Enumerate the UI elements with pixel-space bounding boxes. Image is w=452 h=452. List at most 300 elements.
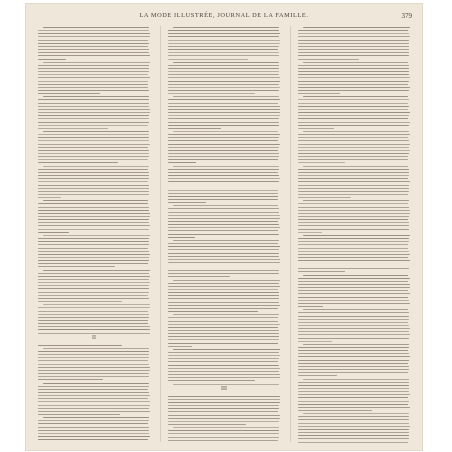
text-line [298, 438, 409, 439]
text-line [298, 297, 408, 298]
text-line [38, 203, 148, 204]
text-line [168, 399, 280, 400]
text-line [168, 125, 279, 126]
text-line [168, 153, 279, 154]
text-line [168, 224, 279, 225]
text-line [168, 33, 280, 34]
text-line [298, 372, 408, 373]
text-line [168, 227, 280, 228]
text-line [38, 109, 150, 110]
text-line [38, 112, 150, 113]
text-line [38, 40, 148, 41]
text-line [38, 439, 148, 440]
text-line [168, 144, 280, 145]
text-line [298, 84, 408, 85]
text-line [298, 112, 410, 113]
text-line [168, 122, 279, 123]
text-line [38, 251, 149, 252]
text-line [168, 218, 280, 219]
text-line [298, 36, 410, 37]
text-line [38, 122, 149, 123]
text-line [298, 306, 323, 307]
text-line [168, 90, 279, 91]
text-line [298, 222, 409, 223]
text-line [168, 253, 279, 254]
text-line [168, 324, 280, 325]
text-line [298, 435, 409, 436]
text-line [168, 358, 279, 359]
text-line [168, 259, 280, 260]
column-divider [290, 26, 291, 442]
text-line [298, 429, 409, 430]
text-line [298, 65, 409, 66]
text-line [298, 248, 408, 249]
text-line [38, 74, 148, 75]
text-line [38, 436, 150, 437]
text-line [173, 62, 279, 63]
text-line [38, 36, 150, 37]
text-line [298, 87, 410, 88]
text-line [43, 27, 149, 28]
text-line [298, 356, 410, 357]
text-line [38, 134, 149, 135]
text-line [298, 284, 410, 285]
text-line [38, 213, 150, 214]
text-line [298, 360, 409, 361]
text-line [38, 282, 150, 283]
text-line [168, 65, 279, 66]
text-line [168, 249, 279, 250]
text-line [298, 260, 410, 261]
text-line [38, 285, 149, 286]
text-line [38, 156, 149, 157]
text-line [38, 354, 149, 355]
text-line [38, 197, 61, 198]
text-line [168, 212, 279, 213]
text-line [168, 230, 278, 231]
text-line [38, 238, 149, 239]
text-line [168, 115, 280, 116]
text-line [38, 273, 149, 274]
text-line [38, 59, 66, 60]
text-line [298, 303, 410, 304]
text-line [298, 401, 409, 402]
text-line [298, 404, 408, 405]
text-line [303, 27, 410, 28]
text-line [38, 33, 150, 34]
text-line [303, 275, 408, 276]
text-line [38, 49, 149, 50]
text-line [168, 169, 279, 170]
text-line [168, 30, 279, 31]
text-line [38, 188, 149, 189]
text-line [38, 389, 148, 390]
text-line [168, 243, 278, 244]
text-line [298, 197, 351, 198]
text-line [38, 433, 149, 434]
text-line [173, 205, 278, 206]
text-line [168, 40, 280, 41]
text-line [298, 162, 345, 163]
text-line [298, 353, 409, 354]
text-line [38, 370, 150, 371]
text-line [298, 316, 409, 317]
text-line [168, 128, 221, 129]
text-line [298, 268, 409, 269]
text-line [38, 225, 150, 226]
text-line [38, 307, 150, 308]
text-line [173, 280, 280, 281]
text-line [168, 361, 278, 362]
text-line [303, 344, 409, 345]
text-line [38, 52, 149, 53]
text-line [168, 339, 279, 340]
text-line [298, 251, 409, 252]
text-line [168, 411, 278, 412]
text-line [298, 203, 408, 204]
text-line [298, 229, 409, 230]
text-line [168, 147, 279, 148]
text-line [168, 352, 279, 353]
running-title: LA MODE ILLUSTRÉE, JOURNAL DE LA FAMILLE. [139, 12, 309, 19]
text-line [168, 346, 192, 347]
text-line [38, 364, 149, 365]
text-line [168, 118, 279, 119]
text-line [38, 395, 150, 396]
text-line [298, 300, 409, 301]
text-line [298, 287, 410, 288]
text-line [303, 309, 408, 310]
text-line [168, 68, 279, 69]
text-line [298, 172, 409, 173]
text-line [298, 350, 408, 351]
text-line [168, 77, 280, 78]
text-line [298, 322, 408, 323]
text-line [38, 194, 149, 195]
text-line [43, 96, 149, 97]
text-line [298, 103, 408, 104]
text-line [38, 150, 149, 151]
text-line [38, 373, 149, 374]
text-line [43, 166, 149, 167]
text-line [38, 392, 149, 393]
text-line [168, 270, 279, 271]
text-line [298, 328, 410, 329]
text-line [168, 286, 280, 287]
text-line [298, 71, 409, 72]
text-line [298, 156, 408, 157]
text-line [298, 391, 409, 392]
text-line [168, 330, 279, 331]
text-line [298, 347, 409, 348]
text-line [298, 238, 409, 239]
text-line [298, 207, 409, 208]
text-line [168, 99, 280, 100]
text-line [38, 276, 150, 277]
text-line [298, 90, 409, 91]
text-line [38, 229, 149, 230]
text-line [298, 281, 408, 282]
text-line [298, 153, 409, 154]
text-line [298, 432, 409, 433]
text-line [303, 131, 409, 132]
text-line [298, 210, 410, 211]
text-line [43, 62, 150, 63]
text-line [43, 348, 149, 349]
text-line [298, 81, 409, 82]
text-line [298, 241, 409, 242]
text-line [298, 442, 408, 443]
text-line [298, 68, 409, 69]
text-line [298, 325, 409, 326]
text-line [168, 49, 278, 50]
text-line [38, 379, 103, 380]
text-line [43, 235, 150, 236]
text-line [168, 355, 280, 356]
text-line [38, 295, 148, 296]
text-line [168, 93, 255, 94]
text-line [43, 131, 149, 132]
text-line [298, 410, 372, 411]
text-line [168, 199, 278, 200]
text-line [38, 181, 148, 182]
text-line [173, 314, 279, 315]
text-line [38, 140, 149, 141]
text-line [38, 288, 149, 289]
text-line [168, 221, 278, 222]
text-line [298, 363, 408, 364]
text-line [38, 329, 150, 330]
text-line [168, 305, 280, 306]
text-line [298, 423, 409, 424]
text-line [168, 134, 280, 135]
text-line [168, 46, 279, 47]
text-line [43, 383, 149, 384]
text-line [298, 216, 409, 217]
text-line [38, 357, 149, 358]
text-line [168, 302, 279, 303]
text-line [38, 87, 148, 88]
text-line [168, 298, 279, 299]
text-line [168, 52, 279, 53]
text-line [38, 298, 149, 299]
text-line [168, 87, 280, 88]
text-line [168, 202, 206, 203]
section-numeral: III [221, 385, 227, 392]
text-line [38, 65, 149, 66]
text-line [298, 178, 408, 179]
text-line [298, 257, 408, 258]
text-line [298, 407, 410, 408]
text-line [298, 213, 410, 214]
text-line [168, 396, 280, 397]
text-line [168, 440, 278, 441]
text-line [38, 266, 115, 267]
text-column-middle [168, 26, 280, 444]
text-line [168, 159, 278, 160]
text-line [298, 52, 409, 53]
text-line [38, 185, 149, 186]
text-line [168, 336, 279, 337]
text-line [168, 196, 278, 197]
text-line [298, 331, 409, 332]
text-line [168, 59, 248, 60]
text-line [298, 33, 409, 34]
text-line [38, 257, 149, 258]
text-line [168, 408, 279, 409]
text-line [298, 150, 410, 151]
text-line [168, 234, 279, 235]
text-line [303, 379, 409, 380]
text-line [298, 426, 410, 427]
text-line [173, 166, 279, 167]
text-line [168, 71, 279, 72]
text-line [298, 118, 408, 119]
text-line [168, 36, 279, 37]
text-line [38, 430, 149, 431]
text-line [298, 185, 409, 186]
text-line [38, 326, 150, 327]
text-line [298, 397, 408, 398]
text-line [298, 46, 409, 47]
text-line [168, 150, 278, 151]
text-line [298, 191, 409, 192]
text-line [168, 273, 279, 274]
text-line [168, 74, 279, 75]
text-line [298, 77, 410, 78]
text-line [168, 377, 280, 378]
text-line [168, 55, 279, 56]
text-line [168, 137, 279, 138]
text-line [38, 153, 149, 154]
text-column-left [38, 26, 150, 444]
text-line [303, 235, 410, 236]
text-line [168, 424, 246, 425]
text-line [298, 334, 410, 335]
text-line [38, 137, 149, 138]
text-line [38, 115, 149, 116]
text-line [298, 134, 410, 135]
text-line [298, 366, 409, 367]
text-line [298, 394, 410, 395]
text-line [38, 351, 149, 352]
text-line [38, 222, 149, 223]
text-line [38, 405, 150, 406]
text-line [38, 128, 108, 129]
text-line [38, 144, 150, 145]
text-line [168, 208, 279, 209]
text-line [298, 341, 332, 342]
text-line [168, 181, 279, 182]
text-line [298, 194, 408, 195]
text-line [298, 293, 410, 294]
text-line [38, 292, 149, 293]
text-line [168, 215, 280, 216]
text-line [38, 55, 150, 56]
text-line [168, 402, 280, 403]
text-line [38, 210, 149, 211]
text-line [168, 109, 280, 110]
text-line [298, 144, 410, 145]
text-line [298, 115, 409, 116]
text-line [38, 411, 150, 412]
text-line [298, 369, 409, 370]
text-line [38, 386, 149, 387]
text-line [168, 289, 278, 290]
text-line [38, 241, 149, 242]
text-line [168, 43, 280, 44]
text-line [38, 244, 149, 245]
text-line [298, 147, 409, 148]
text-line [38, 172, 149, 173]
text-line [168, 292, 279, 293]
text-line [38, 71, 149, 72]
text-line [38, 320, 148, 321]
text-line [298, 140, 409, 141]
text-line [38, 311, 148, 312]
text-line [38, 260, 149, 261]
text-line [173, 240, 279, 241]
text-line [298, 319, 409, 320]
text-line [38, 68, 149, 69]
text-line [168, 246, 280, 247]
text-line [298, 244, 408, 245]
text-line [168, 190, 278, 191]
text-line [38, 376, 149, 377]
text-line [38, 420, 149, 421]
text-line [298, 128, 334, 129]
text-line [298, 175, 409, 176]
text-line [38, 317, 149, 318]
text-line [298, 254, 410, 255]
text-line [168, 333, 279, 334]
text-line [168, 276, 230, 277]
text-line [38, 254, 150, 255]
text-line [168, 256, 279, 257]
text-line [38, 90, 149, 91]
text-line [168, 437, 279, 438]
text-line [168, 371, 279, 372]
text-line [38, 427, 149, 428]
text-line [38, 93, 100, 94]
text-line [168, 172, 278, 173]
text-line [168, 321, 278, 322]
text-line [168, 262, 280, 263]
text-line [168, 162, 196, 163]
text-line [168, 237, 195, 238]
text-line [168, 415, 280, 416]
text-line [38, 360, 148, 361]
text-line [38, 314, 149, 315]
text-line [38, 401, 150, 402]
text-line [298, 278, 410, 279]
text-line [168, 343, 278, 344]
text-line [43, 417, 149, 418]
text-line [38, 345, 122, 346]
text-line [303, 62, 408, 63]
text-line [43, 304, 150, 305]
text-line [168, 156, 279, 157]
text-line [38, 248, 148, 249]
text-line [38, 77, 150, 78]
text-line [298, 385, 409, 386]
text-line [38, 408, 149, 409]
text-line [298, 290, 408, 291]
text-line [298, 219, 408, 220]
text-line [168, 140, 278, 141]
text-line [38, 216, 150, 217]
text-line [173, 96, 279, 97]
